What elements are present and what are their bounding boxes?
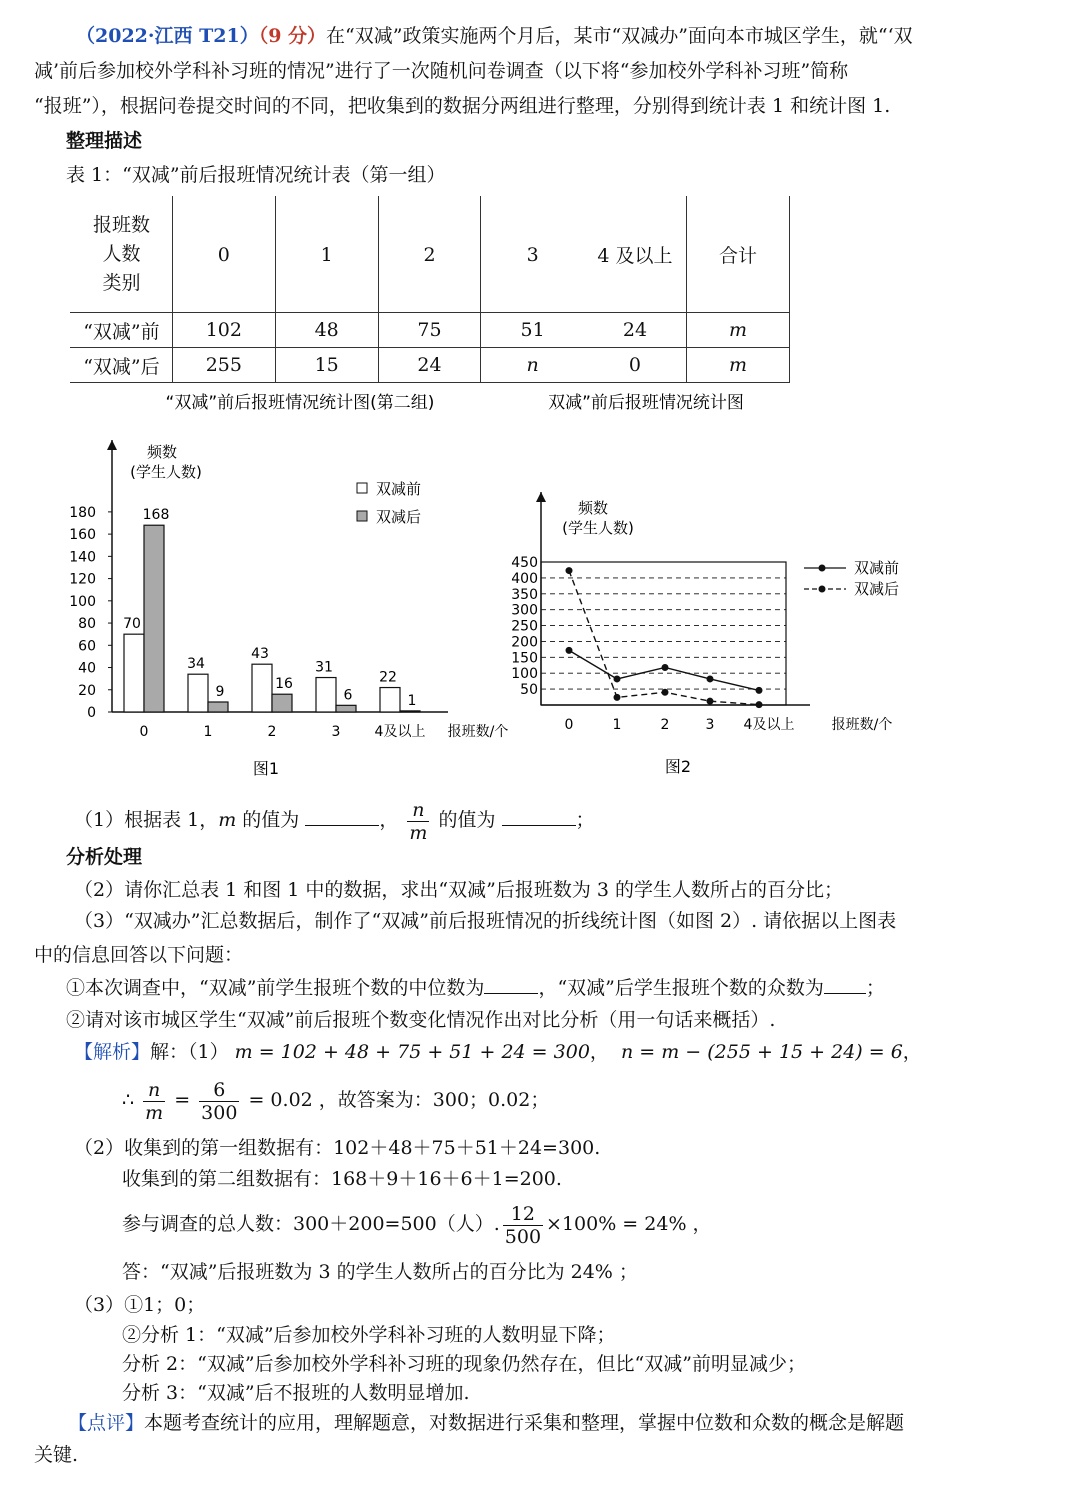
fraction-12-over-500 — [503, 1203, 543, 1248]
answer-a2-result: = 0.02 ，故答案为：300；0.02； — [242, 1089, 550, 1111]
y-tick-label: 80 — [78, 616, 96, 633]
bar — [400, 711, 420, 712]
intro-text-3: “报班”），根据问卷提交时间的不同，把收集到的数据分两组进行整理，分别得到统计表 1 和统计图 1. — [34, 95, 891, 117]
legend-marker — [819, 586, 826, 593]
y-tick-label: 50 — [520, 682, 538, 699]
answer-line-10: 分析 3：“双减”后不报班的人数明显增加. — [122, 1382, 470, 1404]
data-label: 34 — [187, 656, 205, 673]
y-tick-label: 180 — [69, 504, 96, 521]
problem-intro-line-1 — [76, 22, 913, 50]
q1-var-m: m — [218, 809, 237, 831]
x-tick-label: 0 — [139, 724, 149, 740]
column-header: 合计 — [687, 197, 790, 313]
analysis-tag: 【解析】 — [74, 1041, 151, 1063]
data-label: 9 — [215, 683, 225, 700]
answer-a1: 解：（1） — [150, 1041, 229, 1063]
data-point — [662, 689, 669, 696]
table-cell: 15 — [275, 348, 378, 383]
answer-line-5 — [122, 1198, 712, 1250]
y-axis-label: 频数 — [146, 443, 178, 461]
y-tick-label: 300 — [511, 602, 538, 619]
y-axis-label: (学生人数) — [562, 519, 634, 537]
corner-label-2: 人数 — [102, 243, 141, 265]
y-tick-label: 150 — [511, 650, 538, 667]
answer-b3-text: 参与调查的总人数：300＋200=500（人）. — [122, 1213, 500, 1235]
data-label: 43 — [251, 646, 269, 663]
answer-blank-median[interactable] — [484, 974, 538, 994]
data-point — [662, 664, 669, 671]
q3-text-b: ，“双减”后学生报班个数的众数为 — [538, 977, 824, 999]
frac-denominator: 500 — [504, 1225, 542, 1248]
frac-denominator: m — [409, 821, 428, 844]
comment-text-1: 本题考查统计的应用，理解题意，对数据进行采集和整理，掌握中位数和众数的概念是解题 — [144, 1412, 905, 1434]
x-tick-label: 4及以上 — [743, 717, 795, 733]
bar — [380, 688, 400, 712]
frac-numerator: n — [407, 799, 429, 822]
x-axis-label: 报班数/个 — [447, 724, 509, 740]
bar — [316, 678, 336, 712]
q1-comma: ， — [379, 809, 399, 831]
column-header: 2 — [378, 197, 481, 313]
data-point — [566, 647, 573, 654]
bar — [188, 674, 208, 712]
series-line — [569, 571, 759, 705]
section-heading-describe: 整理描述 — [66, 130, 143, 152]
y-tick-label: 120 — [69, 571, 96, 588]
legend-swatch — [357, 483, 367, 493]
data-point — [566, 567, 573, 574]
equation-n: n = m − (255 + 15 + 24) = 6 — [621, 1041, 903, 1063]
therefore-symbol: ∴ — [122, 1089, 141, 1111]
fraction-n-over-m — [407, 799, 429, 844]
legend-label: 双减前 — [854, 559, 900, 577]
figure-caption: 图1 — [252, 759, 280, 778]
charts-figure — [0, 380, 1080, 800]
q1-end: ； — [575, 809, 595, 831]
answer-blank-ratio[interactable] — [502, 806, 576, 826]
column-header: 1 — [275, 197, 378, 313]
problem-score: （9 分） — [258, 25, 327, 47]
y-tick-label: 400 — [511, 570, 538, 587]
question-1 — [74, 795, 595, 845]
stats-table — [70, 196, 790, 383]
y-tick-label: 40 — [78, 660, 96, 677]
column-header: 4 及以上 — [584, 197, 687, 313]
data-label: 1 — [407, 692, 417, 709]
bar — [252, 664, 272, 712]
column-header: 0 — [172, 197, 275, 313]
intro-text-1: 在“双减”政策实施两个月后，某市“双减办”面向本市城区学生，就“‘双 — [326, 25, 913, 47]
y-tick-label: 0 — [87, 705, 96, 721]
answer-line-2 — [122, 1074, 549, 1126]
data-point — [707, 675, 714, 682]
legend-label: 双减后 — [854, 580, 900, 598]
bar — [144, 525, 164, 712]
q1-text-a: （1）根据表 1， — [74, 809, 219, 831]
fraction-n-over-m — [143, 1079, 165, 1124]
y-axis-label: 频数 — [577, 499, 609, 517]
table-cell: 48 — [275, 313, 378, 348]
table-cell: 51 — [481, 313, 584, 348]
table-row — [71, 313, 790, 348]
y-tick-label: 250 — [511, 618, 538, 635]
data-label: 31 — [315, 659, 333, 676]
y-tick-label: 100 — [511, 666, 538, 683]
x-tick-label: 0 — [564, 717, 574, 733]
legend-label: 双减前 — [376, 480, 422, 498]
answer-line-6: 答：“双减”后报班数为 3 的学生人数所占的百分比为 24% ； — [122, 1261, 638, 1283]
fraction-6-over-300 — [199, 1079, 239, 1124]
data-point — [614, 675, 621, 682]
x-axis-label: 报班数/个 — [831, 717, 893, 733]
comment-tag: 【点评】 — [68, 1412, 145, 1434]
chart-title: 双减”前后报班情况统计图 — [548, 393, 744, 413]
frac-denominator: m — [145, 1101, 164, 1124]
problem-source: （2022·江西 T21） — [76, 25, 259, 47]
y-axis-arrow — [107, 440, 117, 450]
bar — [336, 705, 356, 712]
y-tick-label: 100 — [69, 593, 96, 610]
answer-sep: ， — [589, 1041, 609, 1063]
legend-label: 双减后 — [376, 508, 422, 526]
answer-line-7: （3）①1；0； — [74, 1294, 206, 1316]
question-3-line-2: 中的信息回答以下问题： — [34, 944, 244, 966]
table-cell: 255 — [172, 348, 275, 383]
data-label: 168 — [142, 507, 170, 524]
corner-label-3: 类别 — [102, 272, 141, 294]
data-label: 22 — [379, 669, 397, 686]
table-cell: 0 — [584, 348, 687, 383]
data-point — [707, 698, 714, 705]
section-heading-analysis: 分析处理 — [66, 846, 143, 868]
y-tick-label: 160 — [69, 527, 96, 544]
equation-m: m = 102 + 48 + 75 + 51 + 24 = 300 — [234, 1041, 590, 1063]
q3-text-a: ①本次调查中，“双减”前学生报班个数的中位数为 — [66, 977, 485, 999]
question-3-part-2: ②请对该市城区学生“双减”前后报班个数变化情况作出对比分析（用一句话来概括）. — [66, 1009, 776, 1031]
table-cell: 75 — [378, 313, 481, 348]
question-3-part-1 — [66, 974, 885, 1002]
answer-line-4: 收集到的第二组数据有：168＋9＋16＋6＋1=200. — [122, 1168, 562, 1190]
y-tick-label: 60 — [78, 638, 96, 655]
answer-blank-m[interactable] — [305, 806, 379, 826]
answer-end: ， — [902, 1041, 922, 1063]
table-caption: 表 1：“双减”前后报班情况统计表（第一组） — [66, 164, 446, 186]
x-tick-label: 1 — [203, 724, 213, 740]
table-corner-cell — [71, 197, 173, 313]
intro-text-2: 减’前后参加校外学科补习班的情况”进行了一次随机问卷调查（以下将“参加校外学科补习班”简称 — [34, 60, 849, 82]
frac-denominator: 300 — [201, 1101, 238, 1124]
bar-chart — [69, 393, 508, 778]
y-axis-arrow — [536, 492, 546, 502]
figure-caption: 图2 — [664, 757, 692, 776]
table-row — [71, 348, 790, 383]
comment-line-1 — [68, 1409, 904, 1437]
table-cell: m — [687, 348, 790, 383]
x-tick-label: 2 — [267, 724, 277, 740]
data-label: 70 — [123, 616, 141, 633]
question-3-line-1: （3）“双减办”汇总数据后，制作了“双减”前后报班情况的折线统计图（如图 2）. 请依据以上图表 — [74, 910, 897, 932]
answer-b3-result: ×100% = 24% ， — [546, 1213, 712, 1235]
row-label: “双减”前 — [71, 313, 173, 348]
frac-numerator: 6 — [199, 1079, 239, 1102]
y-tick-label: 350 — [511, 586, 538, 603]
data-point — [756, 687, 763, 694]
corner-label-1: 报班数 — [92, 214, 150, 236]
bar — [272, 694, 292, 712]
data-point — [614, 694, 621, 701]
frac-numerator: 12 — [503, 1203, 543, 1226]
answer-line-9: 分析 2：“双减”后参加校外学科补习班的现象仍然存在，但比“双减”前明显减少； — [122, 1353, 806, 1375]
answer-blank-mode[interactable] — [824, 974, 866, 994]
x-tick-label: 3 — [705, 717, 715, 733]
q1-text-c: 的值为 — [432, 809, 502, 831]
row-label: “双减”后 — [71, 348, 173, 383]
question-2: （2）请你汇总表 1 和图 1 中的数据，求出“双减”后报班数为 3 的学生人数所占的百分比； — [74, 879, 844, 901]
line-chart — [511, 393, 899, 776]
column-header: 3 — [481, 197, 584, 313]
y-tick-label: 450 — [511, 555, 538, 571]
bar — [124, 634, 144, 712]
x-tick-label: 2 — [660, 717, 670, 733]
q1-text-b: 的值为 — [236, 809, 306, 831]
data-point — [756, 701, 763, 708]
q3-text-c: ； — [865, 977, 885, 999]
legend-swatch — [357, 511, 367, 521]
table-cell: 24 — [584, 313, 687, 348]
x-tick-label: 3 — [331, 724, 341, 740]
chart-title: “双减”前后报班情况统计图(第二组) — [165, 393, 435, 413]
comment-line-2: 关键. — [34, 1444, 79, 1466]
data-label: 16 — [275, 676, 293, 693]
frac-numerator: n — [143, 1079, 165, 1102]
plot-frame — [541, 562, 786, 705]
legend-marker — [819, 565, 826, 572]
answer-line-3: （2）收集到的第一组数据有：102＋48＋75＋51＋24=300. — [74, 1137, 601, 1159]
answer-line-8: ②分析 1：“双减”后参加校外学科补习班的人数明显下降； — [122, 1324, 616, 1346]
table-cell: m — [687, 313, 790, 348]
answer-line-1 — [74, 1038, 922, 1066]
table-cell: 102 — [172, 313, 275, 348]
equals: = — [168, 1089, 197, 1111]
x-tick-label: 1 — [612, 717, 622, 733]
bar — [208, 702, 228, 712]
y-tick-label: 20 — [78, 682, 96, 699]
x-tick-label: 4及以上 — [374, 724, 426, 740]
data-label: 6 — [343, 687, 353, 704]
y-axis-label: (学生人数) — [130, 463, 202, 481]
y-tick-label: 200 — [511, 634, 538, 651]
y-tick-label: 140 — [69, 549, 96, 566]
table-cell: n — [481, 348, 584, 383]
table-cell: 24 — [378, 348, 481, 383]
